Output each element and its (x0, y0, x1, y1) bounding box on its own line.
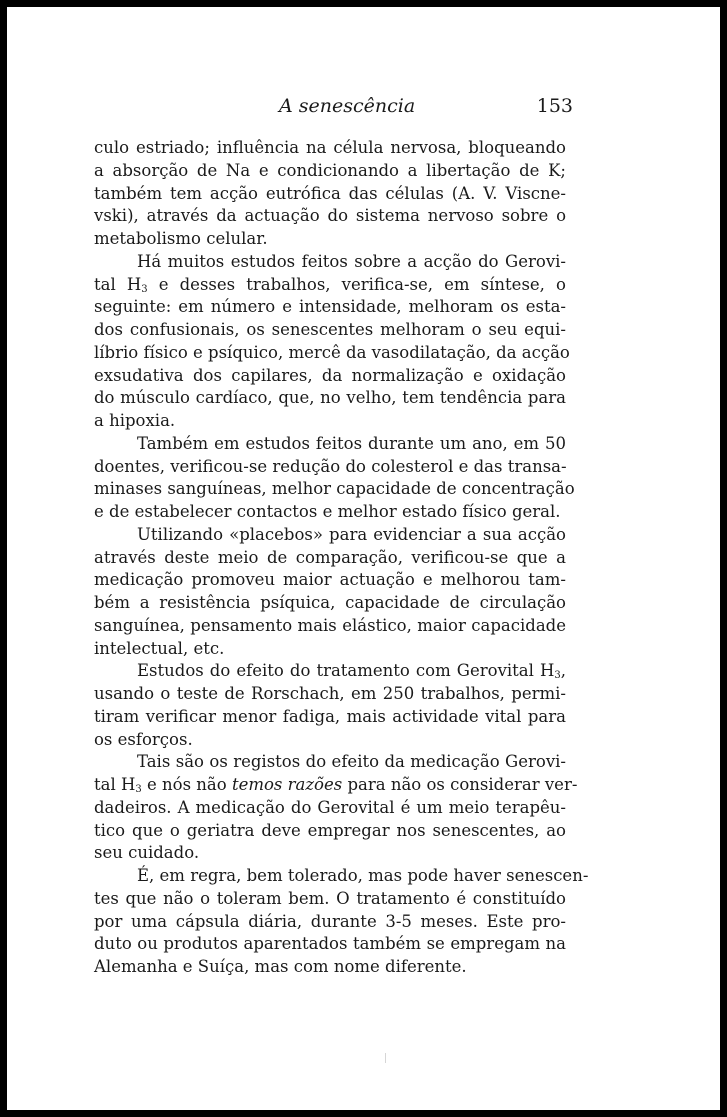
text-line: duto ou produtos aparentados também se empregam na (94, 934, 566, 954)
paragraph (94, 660, 566, 751)
text-line: Há muitos estudos feitos sobre a acção do Gerovi- (137, 251, 566, 271)
text-line: por uma cápsula diária, durante 3-5 meses. Este pro- (94, 911, 566, 931)
text-line: também tem acção eutrófica das células (A. V. Viscne- (94, 183, 566, 203)
text-line: seu cuidado. (94, 843, 200, 863)
text-line: exsudativa dos capilares, da normalização e oxidação (94, 365, 566, 385)
text-line: através deste meio de comparação, verificou-se que a (94, 547, 566, 567)
paragraph (94, 751, 578, 865)
text-line: Também em estudos feitos durante um ano, em 50 (137, 433, 566, 453)
paragraph (94, 251, 570, 433)
text-line: Estudos do efeito do tratamento com Gerovital $H_3$, (137, 661, 566, 682)
text-line: os esforços. (94, 729, 193, 749)
text-line: e de estabelecer contactos e melhor estado físico geral. (94, 502, 561, 521)
text-line: medicação promoveu maior actuação e melhorou tam- (94, 570, 566, 590)
text-line: seguinte: em número e intensidade, melhoram os esta- (94, 297, 566, 317)
text-line: tes que não o toleram bem. O tratamento é constituído (94, 888, 566, 908)
text-line: do músculo cardíaco, que, no velho, tem tendência para (94, 388, 566, 408)
text-line: sanguínea, pensamento mais elástico, maior capacidade (94, 615, 566, 635)
text-line: tico que o geriatra deve empregar nos senescentes, ao (94, 820, 566, 840)
text-line: tiram verificar menor fadiga, mais actividade vital para (94, 706, 566, 726)
text-line: minases sanguíneas, melhor capacidade de concentração (94, 479, 575, 499)
text-line: usando o teste de Rorschach, em 250 trabalhos, permi- (94, 684, 566, 703)
text-line: É, em regra, bem tolerado, mas pode haver senescen- (137, 866, 589, 885)
text-line: bém a resistência psíquica, capacidade de circulação (94, 593, 566, 612)
text-line: a hipoxia. (94, 411, 176, 430)
text-line: a absorção de Na e condicionando a libertação de K; (94, 160, 566, 180)
paragraph (94, 433, 575, 524)
print-mark (385, 1053, 386, 1063)
text-line: líbrio físico e psíquico, mercê da vasodilatação, da acção (94, 342, 570, 362)
paragraph (94, 137, 566, 251)
text-line: dos confusionais, os senescentes melhoram o seu equi- (94, 320, 566, 339)
book-page (7, 7, 720, 1110)
text-line: vski), através da actuação do sistema nervoso sobre o (94, 206, 566, 226)
text-line: doentes, verificou-se redução do colesterol e das transa- (94, 456, 567, 476)
text-line: Utilizando «placebos» para evidenciar a sua acção (137, 524, 566, 544)
text-line: culo estriado; influência na célula nervosa, bloqueando (94, 138, 566, 157)
body-text (94, 137, 589, 979)
running-title: A senescência (279, 95, 416, 117)
page-number: 153 (536, 95, 573, 117)
text-line: Alemanha e Suíça, mas com nome diferente. (94, 957, 467, 976)
text-line: tal $H_3$ e desses trabalhos, verifica-se, em síntese, o (94, 274, 566, 295)
text-line: intelectual, etc. (94, 638, 225, 658)
text-line: Tais são os registos do efeito da medicação Gerovi- (137, 752, 566, 772)
text-line: metabolismo celular. (94, 229, 268, 248)
page-header (101, 95, 573, 125)
paragraph (94, 865, 589, 979)
text-line: dadeiros. A medicação do Gerovital é um meio terapêu- (94, 797, 566, 817)
paragraph (94, 524, 566, 661)
text-line: tal $H_3$ e nós não temos razões para não os considerar ver- (94, 775, 578, 795)
